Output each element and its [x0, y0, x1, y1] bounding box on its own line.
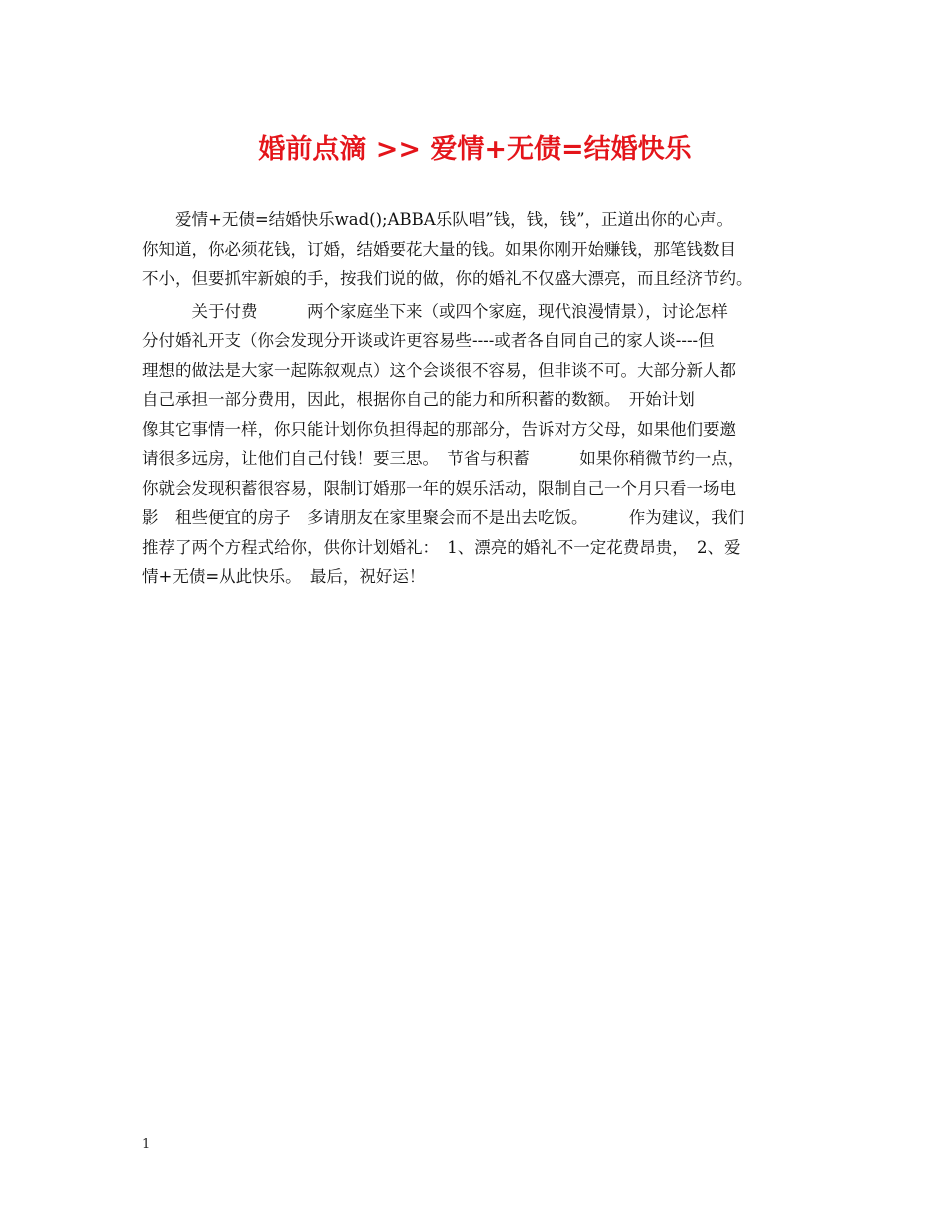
body-line: 关于付费 两个家庭坐下来（或四个家庭，现代浪漫情景），讨论怎样 [142, 301, 728, 321]
body-line: 自己承担一部分费用，因此，根据你自己的能力和所积蓄的数额。 开始计划 [142, 390, 695, 409]
body-line: 像其它事情一样，你只能计划你负担得起的那部分，告诉对方父母，如果他们要邀 [142, 419, 736, 439]
body-line: 请很多远房，让他们自己付钱！要三思。 节省与积蓄 如果你稍微节约一点， [142, 449, 745, 468]
body-line: 影 租些便宜的房子 多请朋友在家里聚会而不是出去吃饭。 作为建议，我们 [142, 508, 745, 527]
body-line: 你知道，你必须花钱，订婚，结婚要花大量的钱。如果你刚开始赚钱，那笔钱数目 [142, 239, 736, 259]
document-title: 婚前点滴 >> 爱情+无债=结婚快乐 [258, 134, 692, 165]
body-line: 你就会发现积蓄很容易，限制订婚那一年的娱乐活动，限制自己一个月只看一场电 [142, 478, 736, 498]
page-number: 1 [142, 1137, 151, 1152]
body-line: 不小，但要抓牢新娘的手，按我们说的做，你的婚礼不仅盛大漂亮，而且经济节约。 [142, 269, 753, 288]
body-line: 推荐了两个方程式给你，供你计划婚礼： 1、漂亮的婚礼不一定花费昂贵， 2、爱 [142, 537, 741, 557]
body-line: 分付婚礼开支（你会发现分开谈或许更容易些----或者各自同自己的家人谈----但 [142, 331, 715, 350]
body-line: 情+无债=从此快乐。 最后，祝好运！ [142, 567, 426, 586]
document-body [142, 205, 814, 592]
body-line: 理想的做法是大家一起陈叙观点）这个会谈很不容易，但非谈不可。大部分新人都 [142, 360, 736, 380]
body-line: 爱情+无债=结婚快乐wad();ABBA乐队唱”钱，钱，钱”，正道出你的心声。 [142, 210, 734, 229]
